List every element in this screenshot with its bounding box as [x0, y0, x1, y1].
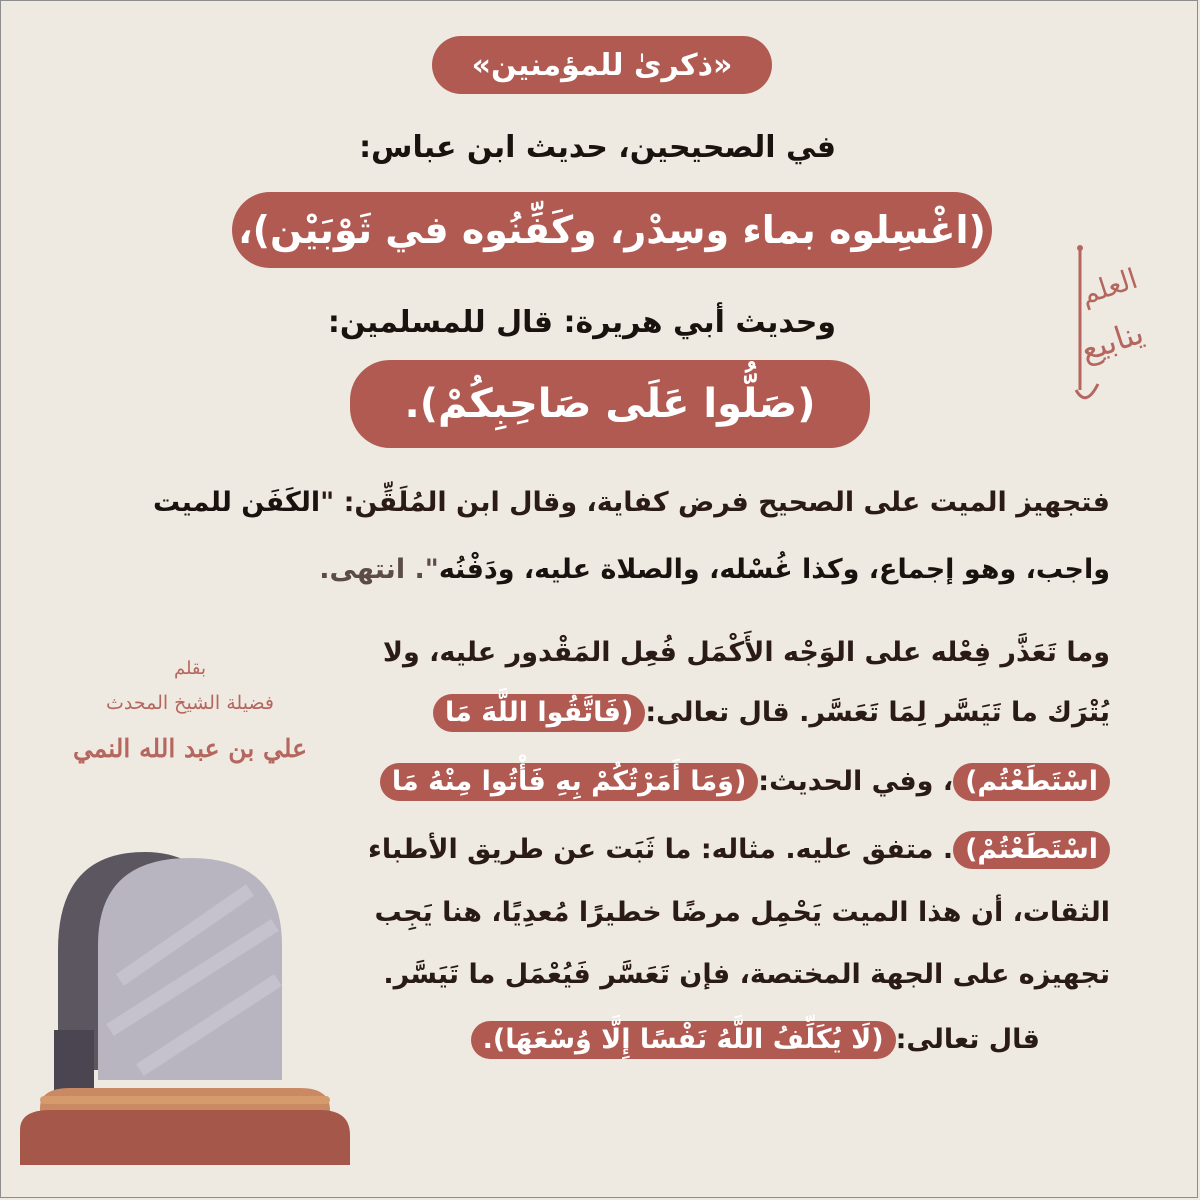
quote-1-banner [232, 192, 992, 268]
title-banner [432, 36, 772, 94]
para2-line1: وما تَعَذَّر فِعْله على الوَجْه الأَكْمَل فُعِل المَقْدور عليه، ولا [382, 637, 1110, 668]
quote-2-text: (صَلُّوا عَلَى صَاحِبِكُمْ). [404, 381, 816, 427]
signature-title: فضيلة الشيخ المحدث [105, 692, 275, 714]
grave-mound [20, 1110, 350, 1165]
logo-line2: ينابيع [1075, 313, 1149, 369]
para2-line5: الثقات، أن هذا الميت يَحْمِل مرضًا خطيرًا مُعدِيًا، هنا يَجِب [374, 897, 1110, 928]
verse-highlight-1b: اسْتَطَعْتُم) [953, 763, 1110, 801]
para2-line3: اسْتَطَعْتُم)، وفي الحديث:(وَمَا أَمَرْتُكُمْ بِهِ فَأْتُوا مِنْهُ مَا [380, 762, 1110, 802]
para1-line1: فتجهيز الميت على الصحيح فرض كفاية، وقال ابن المُلَقِّن: "الكَفَن للميت [153, 487, 1110, 518]
signature [60, 650, 320, 810]
para1-line2: واجب، وهو إجماع، وكذا غُسْله، والصلاة عليه، ودَفْنُه". انتهى. [319, 554, 1110, 585]
logo-line1: العلم [1076, 261, 1142, 312]
quote-1-text: (اغْسِلوه بماء وسِدْر، وكَفِّنُوه في ثَوْبَيْن)، [238, 208, 986, 252]
signature-name: علي بن عبد الله النمي [72, 734, 308, 763]
para2-line6: تجهيزه على الجهة المختصة، فإن تَعَسَّر فَيُعْمَل ما تَيَسَّر. [383, 959, 1110, 990]
title-text: «ذكرىٰ للمؤمنين» [471, 47, 733, 83]
hadith-highlight-b: اسْتَطَعْتُمْ) [953, 831, 1110, 869]
signature-by: بقلم [173, 658, 207, 679]
verse-highlight-1: (فَاتَّقُوا اللَّهَ مَا [433, 694, 645, 732]
para2-line2: يُتْرَك ما تَيَسَّر لِمَا تَعَسَّر. قال تعالى:(فَاتَّقُوا اللَّهَ مَا [433, 693, 1110, 733]
intro-2: وحديث أبي هريرة: قال للمسلمين: [327, 305, 836, 340]
intro-1: في الصحيحين، حديث ابن عباس: [359, 130, 836, 165]
verse-highlight-2: (لَا يُكَلِّفُ اللَّهُ نَفْسًا إِلَّا وُسْعَهَا). [471, 1021, 896, 1059]
para2-line4: اسْتَطَعْتُمْ). متفق عليه. مثاله: ما ثَبَت عن طريق الأطباء [368, 830, 1110, 870]
logo [1018, 240, 1148, 410]
tombstone-illustration [0, 830, 360, 1170]
quote-2-banner [350, 360, 870, 448]
para2-line7: قال تعالى:(لَا يُكَلِّفُ اللَّهُ نَفْسًا إِلَّا وُسْعَهَا). [471, 1020, 1040, 1060]
hadith-highlight: (وَمَا أَمَرْتُكُمْ بِهِ فَأْتُوا مِنْهُ مَا [380, 763, 758, 801]
